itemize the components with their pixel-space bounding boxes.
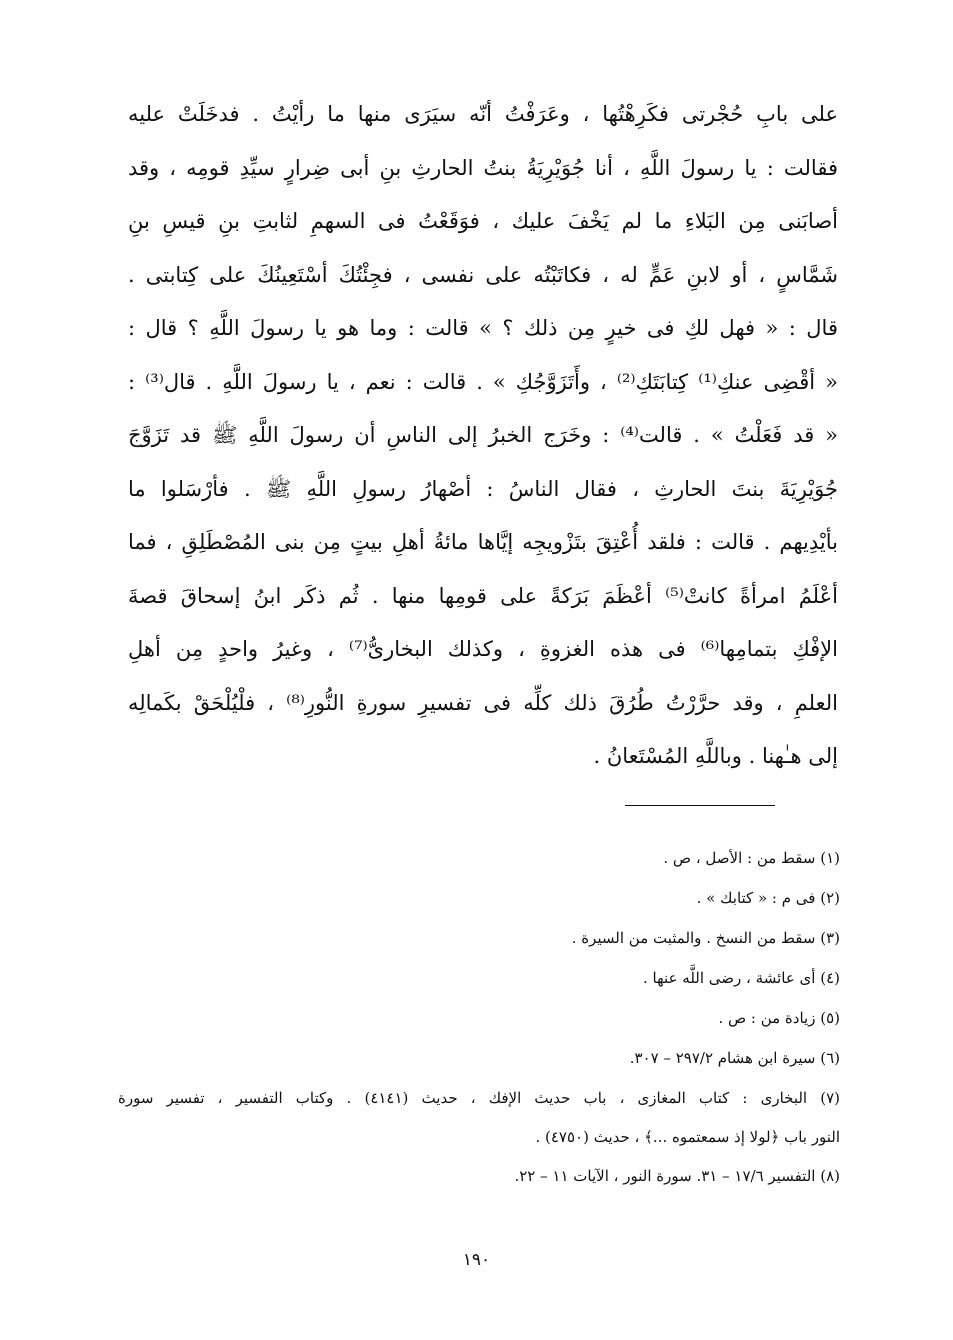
- body-line: « قد فَعَلْتُ » . قالت⁽⁴⁾ : وخَرَج الخبرُ إلى الناسِ أن رسولَ اللَّهِ ﷺ قد تَزَوَّجَ: [128, 423, 838, 447]
- body-line: أصابَنى مِن البَلاءِ ما لم يَخْفَ عليك ، فوَقَعْتُ فى السهمِ لثابتِ بنِ قيسِ بنِ: [128, 209, 838, 233]
- body-line: العلمِ ، وقد حرَّرْتُ طُرُقَ ذلك كلِّه فى تفسيرِ سورةِ النُّورِ⁽⁸⁾ ، فلْيُلْحَقْ بكَمالِه: [128, 690, 838, 715]
- footnote-3: (٣) سقط من النسخ . والمثبت من السيرة .: [571, 929, 840, 947]
- body-line: قال : « فهل لكِ فى خيرٍ مِن ذلك ؟ » قالت : وما هو يا رسولَ اللَّهِ ؟ قال :: [128, 316, 838, 340]
- body-line: « أقْضِى عنكِ⁽¹⁾ كِتابَتَكِ⁽²⁾ ، وأَتَزَوَّجُكِ » . قالت : نعم ، يا رسولَ اللَّهِ . قال⁽³⁾ :: [128, 369, 838, 394]
- body-line: على بابِ حُجْرتى فكَرِهْتُها ، وعَرَفْتُ أنّه سيَرَى منها ما رأيْتُ . فدخَلَتْ عليه: [128, 102, 838, 126]
- body-line: أعْلَمُ امرأةً كانتْ⁽⁵⁾ أعْظَمَ بَرَكةً على قومِها منها . ثُم ذكَر ابنُ إسحاقَ قصةَ: [128, 583, 838, 608]
- body-line: بأيْدِيهم . قالت : فلقد أُعْتِقَ بتَزْويجِه إيَّاها مائةُ أهلِ بيتٍ مِن بنى المُصْطَلِقِ ، فما: [128, 530, 838, 554]
- footnote-7: (٧) البخارى : كتاب المغازى ، باب حديث الإفك ، حديث (٤١٤١) . وكتاب التفسير ، تفسير سورة: [118, 1089, 841, 1107]
- body-line-last: إلى هـٰهنا . وباللَّهِ المُسْتَعانُ .: [593, 744, 838, 768]
- footnote-5: (٥) زيادة من : ص .: [718, 1009, 840, 1027]
- footnote-8: (٨) التفسير ١٧/٦ – ٣١. سورة النور ، الآيات ١١ – ٢٢.: [514, 1167, 840, 1185]
- footnote-2: (٢) فى م : « كتابك » .: [696, 889, 840, 907]
- page-number: ١٩٠: [462, 1250, 491, 1270]
- footnote-6: (٦) سيرة ابن هشام ٢٩٧/٢ – ٣٠٧.: [629, 1049, 840, 1067]
- footnote-7-continued: النور باب ﴿لولا إذ سمعتموه ...﴾ ، حديث (٤٧٥٠) .: [535, 1128, 840, 1146]
- body-line: جُوَيْرِيَةَ بنتَ الحارثِ ، فقال الناسُ : أصْهارُ رسولِ اللَّهِ ﷺ . فأرْسَلوا ما: [128, 476, 838, 501]
- footnote-4: (٤) أى عائشة ، رضى اللَّه عنها .: [643, 969, 840, 987]
- footnotes-block: [118, 838, 840, 1196]
- footnote-1: (١) سقط من : الأصل ، ص .: [663, 849, 840, 867]
- body-line: شَمَّاسٍ ، أو لابنِ عَمٍّ له ، فكاتَبْتُه على نفسى ، فجِئْتُكَ أسْتَعِينُكَ على كِتابتى .: [128, 262, 838, 287]
- footnote-separator: [625, 805, 775, 806]
- main-text-block: [128, 88, 838, 784]
- body-line: فقالت : يا رسولَ اللَّهِ ، أنا جُوَيْرِيَةُ بنتُ الحارثِ بنِ أبى ضِرارٍ سيِّدِ قومِه ، وقد: [128, 155, 838, 180]
- body-line: الإفْكِ بتمامِها⁽⁶⁾ فى هذه الغزوةِ ، وكذلك البخارىُّ⁽⁷⁾ ، وغيرُ واحدٍ مِن أهلِ: [128, 637, 838, 661]
